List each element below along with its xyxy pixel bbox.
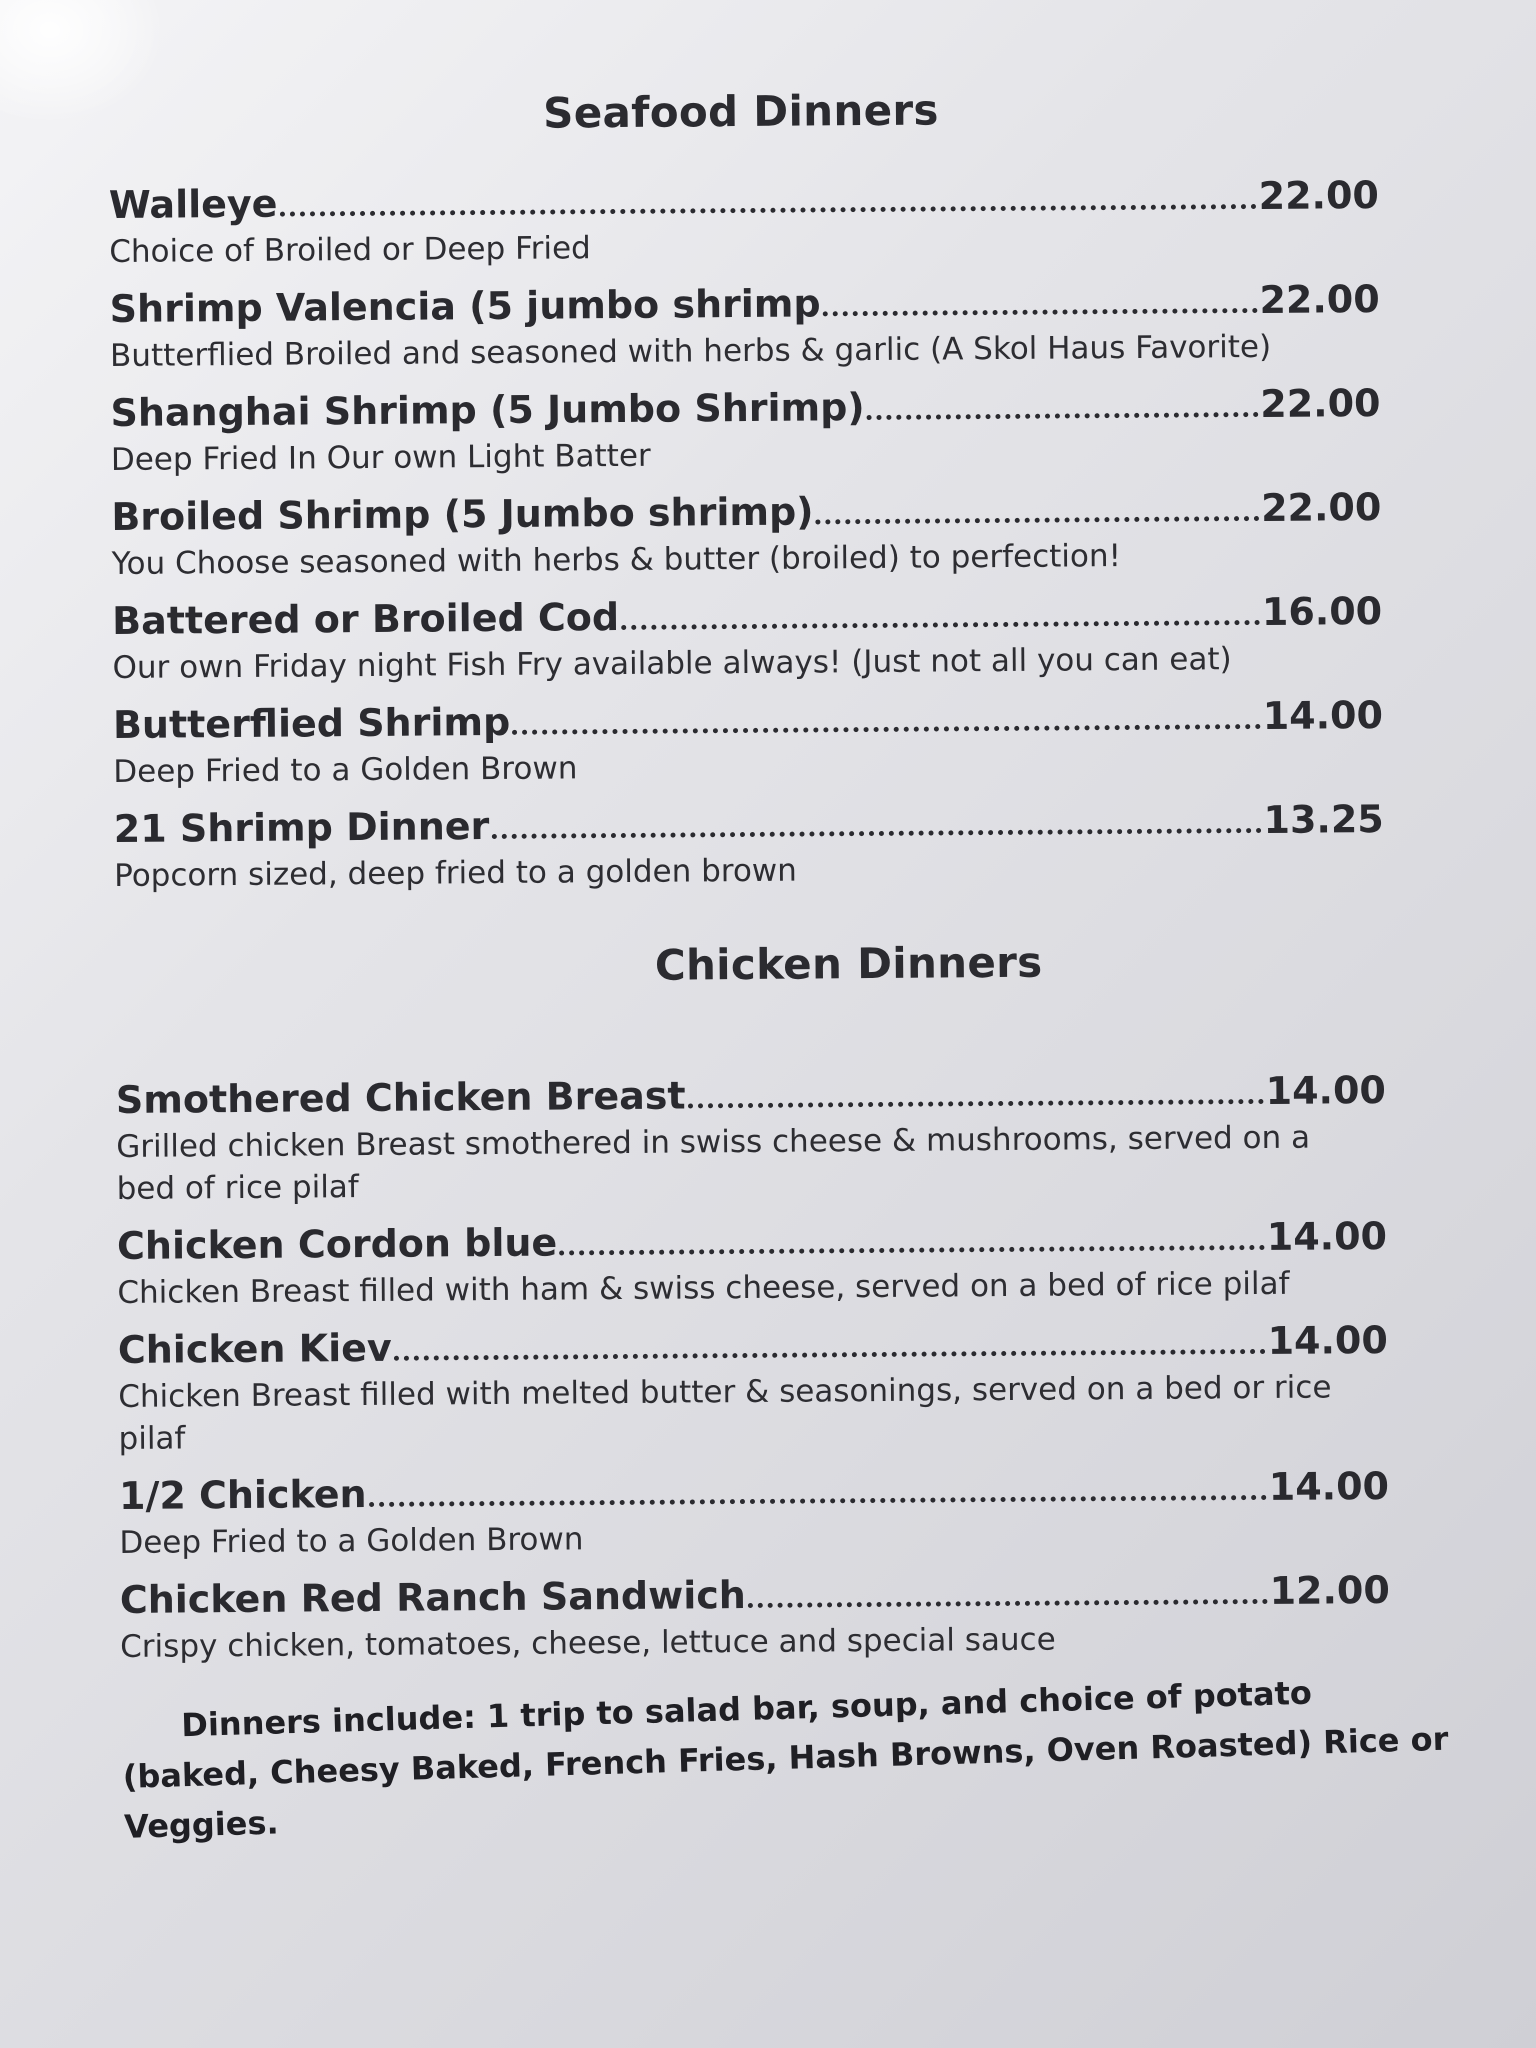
item-name: Shanghai Shrimp (5 Jumbo Shrimp) [110, 385, 865, 435]
item-name: 21 Shrimp Dinner [113, 804, 490, 851]
item-description: Deep Fried In Our own Light Batter [110, 437, 651, 478]
item-name: 1/2 Chicken [118, 1472, 367, 1518]
item-price: 14.00 [1267, 1317, 1389, 1363]
item-name: Walleye [108, 181, 278, 227]
seafood-section-title: Seafood Dinners [542, 85, 939, 138]
menu-item-cod [112, 585, 1383, 689]
item-name: Broiled Shrimp (5 Jumbo shrimp) [111, 489, 814, 539]
dinners-include-note: Dinners include: 1 trip to salad bar, soup, and choice of potato (baked, Cheesy Baked, French Fries, Hash Browns, Oven Roasted) Rice or Veggies. [122, 1673, 1449, 1846]
item-description: Grilled chicken Breast smothered in swiss cheese & mushrooms, served on a bed of rice pilaf [116, 1119, 1311, 1207]
item-price: 12.00 [1269, 1567, 1390, 1613]
item-price: 14.00 [1268, 1463, 1390, 1509]
dot-leader [621, 620, 1260, 630]
item-description: Deep Fried to a Golden Brown [119, 1521, 584, 1561]
item-description: Crispy chicken, tomatoes, cheese, lettuce and special sauce [120, 1621, 1056, 1665]
menu-item-walleye [109, 169, 1380, 273]
item-description: Chicken Breast filled with ham & swiss cheese, served on a bed of rice pilaf [117, 1265, 1290, 1311]
dot-leader [867, 412, 1259, 420]
dot-leader [688, 1099, 1264, 1109]
menu-item-chicken-red-ranch-sandwich [120, 1564, 1391, 1668]
dot-leader [394, 1349, 1266, 1361]
item-price: 14.00 [1265, 1067, 1387, 1113]
menu-item-broiled-shrimp [111, 481, 1382, 585]
item-name: Butterflied Shrimp [112, 699, 511, 747]
menu-item-chicken-cordon-blue [117, 1210, 1388, 1314]
dot-leader [280, 204, 1257, 217]
dot-leader [816, 516, 1260, 524]
item-price: 22.00 [1260, 485, 1382, 530]
item-name: Shrimp Valencia (5 jumbo shrimp [109, 281, 821, 331]
dot-leader [823, 308, 1258, 316]
dot-leader [512, 724, 1261, 735]
item-description: Our own Friday night Fish Fry available always! (Just not all you can eat) [112, 641, 1232, 686]
seafood-item-list [109, 169, 1415, 897]
menu-item-21-shrimp-dinner [114, 793, 1385, 897]
item-price: 22.00 [1258, 173, 1380, 218]
dot-leader [559, 1245, 1265, 1256]
menu-item-half-chicken [119, 1460, 1390, 1564]
menu-content [108, 82, 1449, 1852]
item-description: Deep Fried to a Golden Brown [113, 750, 578, 790]
item-price: 22.00 [1260, 381, 1381, 426]
item-name: Chicken Kiev [117, 1325, 392, 1372]
item-price: 16.00 [1261, 589, 1383, 634]
item-price: 22.00 [1259, 277, 1380, 322]
item-description: Choice of Broiled or Deep Fried [109, 230, 591, 270]
dot-leader [748, 1599, 1268, 1608]
item-price: 13.25 [1263, 797, 1384, 842]
chicken-item-list [116, 1064, 1421, 1668]
item-name: Chicken Cordon blue [116, 1220, 558, 1268]
menu-item-shanghai-shrimp [110, 377, 1381, 481]
dot-leader [369, 1495, 1267, 1507]
menu-item-chicken-kiev [118, 1314, 1389, 1460]
item-name: Battered or Broiled Cod [111, 595, 620, 643]
dot-leader [491, 828, 1261, 839]
item-price: 14.00 [1266, 1213, 1388, 1259]
item-description: You Choose seasoned with herbs & butter (broiled) to perfection! [111, 538, 1122, 582]
item-name: Smothered Chicken Breast [115, 1073, 686, 1122]
menu-item-butterflied-shrimp [113, 689, 1384, 793]
menu-item-smothered-chicken [116, 1064, 1387, 1210]
item-description: Butterflied Broiled and seasoned with herbs & garlic (A Skol Haus Favorite) [109, 328, 1272, 374]
chicken-section-title: Chicken Dinners [654, 937, 1043, 990]
item-price: 14.00 [1262, 693, 1384, 738]
item-name: Chicken Red Ranch Sandwich [119, 1573, 746, 1622]
item-description: Popcorn sized, deep fried to a golden brown [114, 852, 797, 894]
item-description: Chicken Breast filled with melted butter & seasonings, served on a bed or rice pilaf [118, 1369, 1332, 1457]
menu-item-shrimp-valencia [110, 273, 1381, 377]
